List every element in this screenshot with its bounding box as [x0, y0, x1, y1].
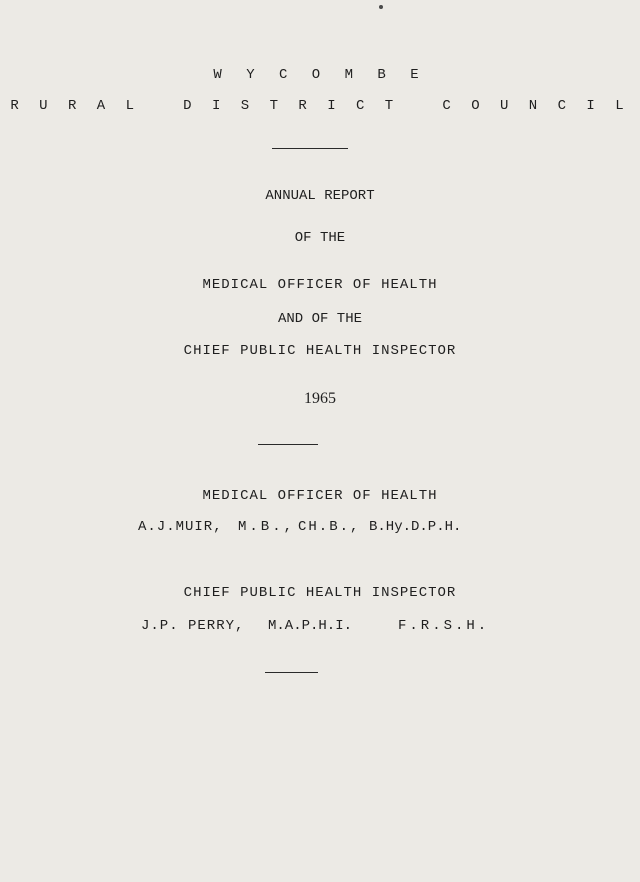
report-title-line2: OF THE: [294, 230, 346, 246]
cphi-name: J.P. PERRY,: [141, 618, 245, 634]
moh-qualification-mb: M.B.,: [238, 519, 296, 535]
paper-mark: [379, 5, 383, 9]
report-title-line1: ANNUAL REPORT: [265, 188, 375, 204]
cphi-qualification-frsh: F.R.S.H.: [398, 618, 490, 634]
cphi-qualification-maphi: M.A.P.H.I.: [268, 618, 353, 634]
cphi-heading: CHIEF PUBLIC HEALTH INSPECTOR: [183, 585, 457, 601]
divider-middle: [258, 444, 318, 445]
report-title-line3: MEDICAL OFFICER OF HEALTH: [202, 277, 438, 293]
cphi-credentials-row: [0, 617, 640, 707]
divider-bottom: [265, 672, 318, 673]
report-title-line4: AND OF THE: [277, 311, 362, 327]
moh-heading: MEDICAL OFFICER OF HEALTH: [202, 488, 438, 504]
moh-name: A.J.MUIR,: [138, 519, 223, 535]
moh-qualification-dph: B.Hy.D.P.H.: [369, 519, 462, 535]
council-name-line2: R U R A L D I S T R I C T C O U N C I L: [10, 98, 630, 114]
council-name-line1: W Y C O M B E: [213, 67, 427, 83]
moh-qualification-chb: CH.B.,: [298, 519, 361, 535]
divider-top: [272, 148, 348, 149]
moh-credentials-row: [0, 518, 640, 626]
report-year: 1965: [304, 390, 336, 407]
report-title-line5: CHIEF PUBLIC HEALTH INSPECTOR: [183, 343, 457, 359]
